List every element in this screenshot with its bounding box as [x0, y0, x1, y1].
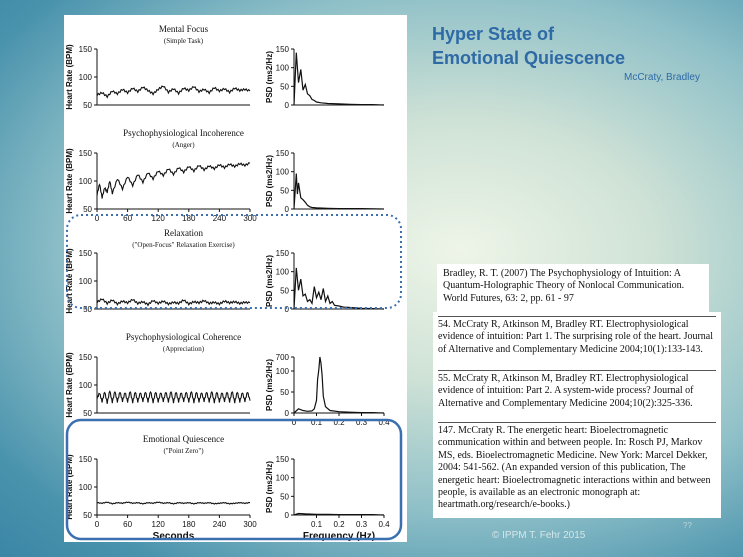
chart-3-psd-ylabel: PSD (ms2/Hz) — [265, 358, 274, 412]
page-number: ?? — [683, 521, 692, 530]
chart-0-hr-ylabel: Heart Rate (BPM) — [65, 44, 74, 110]
chart-4-subtitle: ("Point Zero") — [163, 447, 204, 455]
chart-1-hr-xtick-label: 0 — [94, 214, 100, 223]
slide-authors: McCraty, Bradley — [624, 72, 700, 83]
chart-2-title: Relaxation — [164, 228, 203, 238]
chart-3-psd-xtick-label: 0.4 — [378, 418, 390, 427]
chart-4-hr-xtick-label: 120 — [151, 520, 165, 529]
chart-4-psd-ytick-label: 150 — [275, 455, 289, 464]
chart-1-hr-xtick-label: 120 — [151, 214, 165, 223]
chart-0-hr-ytick-label: 100 — [78, 73, 92, 82]
chart-0-hr-ytick-label: 50 — [83, 101, 92, 110]
figure-svg — [64, 15, 407, 542]
chart-3-psd-ytick-label: 700 — [275, 353, 289, 362]
chart-4-title: Emotional Quiescence — [142, 434, 225, 444]
chart-2-hr-ytick-label: 100 — [78, 277, 92, 286]
chart-3-psd-ytick-label: 100 — [275, 367, 289, 376]
chart-1-subtitle: (Anger) — [172, 141, 195, 149]
chart-4-hr-xlabel: Seconds — [152, 531, 195, 542]
chart-3-psd-trace — [294, 357, 384, 413]
chart-4-psd-xtick-label: 0.4 — [378, 520, 390, 529]
chart-0-hr-trace — [97, 86, 250, 97]
chart-3-title: Psychophysiological Coherence — [125, 332, 242, 342]
chart-2-psd-ytick-label: 50 — [280, 286, 289, 296]
chart-0-psd-ytick-label: 0 — [284, 101, 289, 110]
bradley-reference: Bradley, R. T. (2007) The Psychophysiology of Intuition: A Quantum-Holographic Theory of Nonlocal Communication. World Futures, 63: 2, pp. 61 - 97 — [437, 264, 709, 316]
chart-2-hr-trace — [97, 299, 250, 306]
chart-2-psd-trace — [294, 268, 384, 309]
chart-0-subtitle: (Simple Task) — [163, 37, 204, 45]
slide-title-line1: Hyper State of — [432, 24, 555, 44]
chart-4-psd-ytick-label: 0 — [284, 511, 289, 520]
chart-4-hr-ytick-label: 100 — [78, 483, 92, 492]
chart-1-hr-ytick-label: 150 — [78, 149, 92, 158]
chart-3-hr-ytick-label: 50 — [83, 409, 92, 418]
chart-2-hr-ytick-label: 150 — [78, 249, 92, 258]
reference-55: 55. McCraty R, Atkinson M, Bradley RT. Electrophysiological evidence of intuition: Part 2. A system-wide process? Journal of Alternative and Complementary Medicine 2004;10(2):325-336. — [438, 370, 716, 410]
slide-title-line2: Emotional Quiescence — [432, 48, 626, 68]
chart-2-psd-ytick-label: 0 — [284, 305, 289, 314]
chart-0-psd-ytick-label: 100 — [275, 63, 289, 73]
chart-4-psd-xtick-label: 0.1 — [310, 520, 323, 529]
chart-3-psd-ytick-label: 0 — [284, 409, 289, 418]
chart-1-hr-trace — [97, 163, 250, 199]
chart-4-hr-xtick-label: 0 — [94, 520, 100, 529]
chart-4-hr-ytick-label: 150 — [78, 455, 92, 464]
reference-147: 147. McCraty R. The energetic heart: Bioelectromagnetic communication within and between people. In: Rosch PJ, Markov MS, eds. Bioelectromagnetic Medicine. New York: Marcel Dekker, 2004: 541-562. (An expanded version of this publication, The energetic heart: Bioelectromagnetic interactions within and between people, is available as an electronic monograph at: heartmath.org/research/e-books.) — [438, 422, 716, 512]
chart-1-psd-ytick-label: 100 — [275, 167, 289, 177]
chart-3-psd-xtick-label: 0.2 — [333, 418, 345, 427]
chart-4-hr-xtick-label: 300 — [243, 520, 257, 529]
chart-2-psd-ytick-label: 150 — [275, 249, 289, 258]
chart-1-psd-ytick-label: 0 — [284, 205, 289, 214]
chart-2-hr-ylabel: Heart Rate (BPM) — [65, 248, 74, 314]
chart-1-hr-ytick-label: 100 — [78, 177, 92, 186]
chart-3-psd-xtick-label: 0.1 — [310, 418, 323, 427]
chart-1-hr-xtick-label: 300 — [243, 214, 257, 223]
chart-4-psd-ytick-label: 50 — [280, 492, 289, 502]
chart-0-psd-ylabel: PSD (ms2/Hz) — [265, 50, 274, 104]
chart-4-psd-xtick-label: 0.3 — [355, 520, 368, 529]
quiescence-highlight-box — [67, 420, 401, 539]
slide-title — [432, 22, 625, 70]
chart-4-psd-ytick-label: 100 — [275, 473, 289, 483]
chart-3-hr-ytick-label: 100 — [78, 381, 92, 390]
chart-0-psd-ytick-label: 50 — [280, 82, 289, 92]
chart-1-psd-ytick-label: 50 — [280, 186, 289, 196]
chart-1-psd-trace — [294, 174, 384, 210]
chart-4-psd-xtick-label: 0.2 — [333, 520, 345, 529]
chart-4-psd-ylabel: PSD (ms2/Hz) — [265, 460, 274, 514]
chart-3-hr-trace — [97, 391, 250, 403]
chart-0-psd-ytick-label: 150 — [275, 45, 289, 54]
chart-1-hr-ylabel: Heart Rate (BPM) — [65, 148, 74, 214]
chart-3-hr-ytick-label: 150 — [78, 353, 92, 362]
chart-3-hr-ylabel: Heart Rate (BPM) — [65, 352, 74, 418]
chart-2-psd-ylabel: PSD (ms2/Hz) — [265, 254, 274, 308]
chart-4-hr-ylabel: Heart Rate (BPM) — [65, 454, 74, 520]
reference-54: 54. McCraty R, Atkinson M, Bradley RT. Electrophysiological evidence of intuition: Part 1. The surprising role of the heart. Journal of Alternative and Complementary Medicine 2004;10(1):133-143. — [438, 316, 716, 356]
chart-4-hr-ytick-label: 50 — [83, 511, 92, 520]
chart-4-hr-xtick-label: 180 — [182, 520, 196, 529]
chart-4-hr-xtick-label: 240 — [212, 520, 227, 529]
chart-0-hr-ytick-label: 150 — [78, 45, 92, 54]
chart-1-title: Psychophysiological Incoherence — [123, 128, 244, 138]
chart-2-subtitle: ("Open-Focus" Relaxation Exercise) — [132, 241, 235, 249]
chart-4-psd-xlabel: Frequency (Hz) — [302, 531, 376, 542]
chart-3-subtitle: (Appreciation) — [162, 345, 205, 353]
relaxation-highlight-box — [67, 215, 401, 308]
chart-0-title: Mental Focus — [158, 24, 209, 34]
chart-1-hr-xtick-label: 180 — [182, 214, 196, 223]
chart-1-hr-xtick-label: 60 — [123, 214, 133, 223]
chart-1-psd-ylabel: PSD (ms2/Hz) — [265, 154, 274, 208]
chart-0-psd-trace — [294, 53, 384, 105]
chart-3-psd-xtick-label: 0 — [291, 418, 297, 427]
chart-3-psd-ytick-label: 50 — [280, 388, 289, 397]
chart-1-psd-ytick-label: 150 — [275, 149, 289, 158]
chart-2-hr-ytick-label: 50 — [83, 305, 92, 314]
reference-list — [433, 312, 721, 518]
chart-4-hr-trace — [97, 502, 250, 504]
chart-1-hr-xtick-label: 240 — [212, 214, 227, 223]
chart-1-hr-ytick-label: 50 — [83, 205, 92, 214]
chart-2-psd-ytick-label: 100 — [275, 267, 289, 277]
chart-3-psd-xtick-label: 0.3 — [355, 418, 368, 427]
chart-4-hr-xtick-label: 60 — [123, 520, 133, 529]
slide-footer: © IPPM T. Fehr 2015 — [492, 530, 586, 541]
figure-panel — [64, 15, 407, 542]
